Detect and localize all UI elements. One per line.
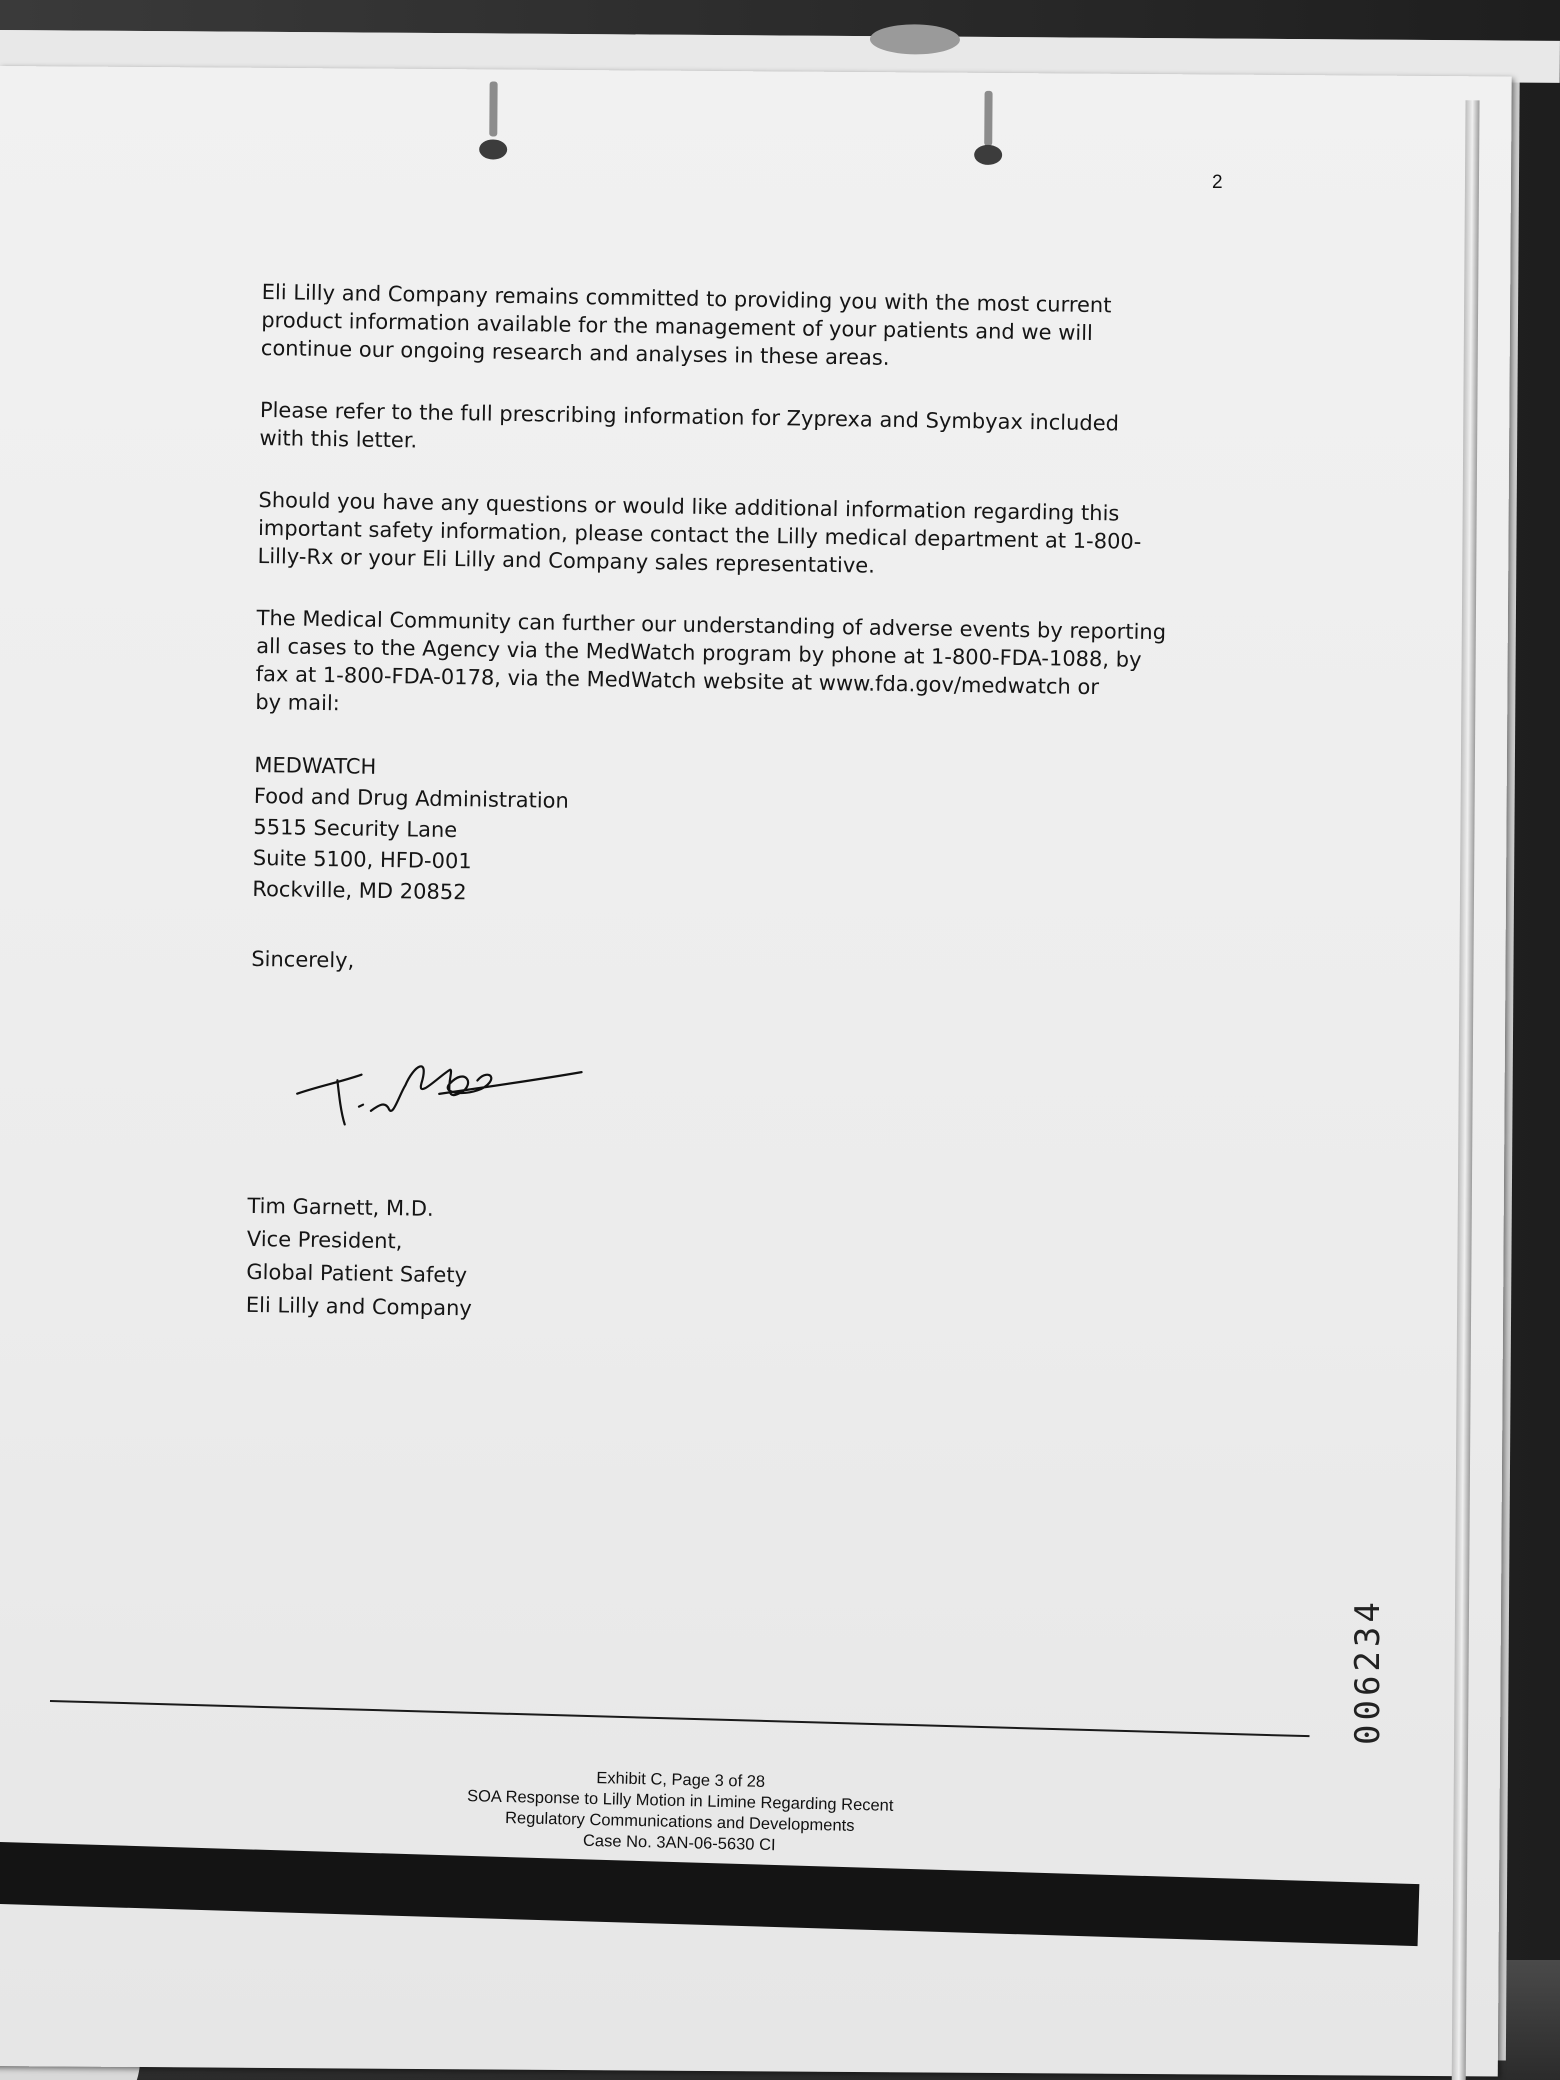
exhibit-line: SOA Response to Lilly Motion in Limine Regarding Recent xyxy=(466,1787,894,1815)
handwritten-signature xyxy=(288,1034,590,1149)
paragraph-questions: Should you have any questions or would like additional information regarding this important safety information, please contact the Lilly medical department at 1-800- Lilly-Rx or your Eli Lilly and Company sales representative. xyxy=(257,487,1142,578)
exhibit-line: Regulatory Communications and Developments xyxy=(504,1809,855,1835)
mailing-address xyxy=(252,750,1214,920)
binder-hole-left xyxy=(479,139,507,159)
page-number: 2 xyxy=(1212,172,1223,193)
exhibit-line: Exhibit C, Page 3 of 28 xyxy=(596,1769,766,1791)
address-line: MEDWATCH xyxy=(254,752,377,779)
bates-number: 006234 xyxy=(1348,1598,1388,1745)
letter-body xyxy=(246,278,1222,1337)
paragraph-prescribing-info: Please refer to the full prescribing information for Zyprexa and Symbyax included with this letter. xyxy=(259,397,1120,453)
binder-ring-left xyxy=(489,81,497,136)
paragraph-medwatch: The Medical Community can further our understanding of adverse events by reporting all cases to the Agency via the MedWatch program by phone at 1-800-FDA-1088, by fax at 1-800-FDA-0178, via the MedWatch website at www.fda.gov/medwatch or by mail: xyxy=(255,605,1167,716)
address-line: 5515 Security Lane xyxy=(253,814,458,843)
exhibit-line: Case No. 3AN-06-5630 CI xyxy=(582,1831,776,1855)
paragraph-commitment: Eli Lilly and Company remains committed to providing you with the most current product information available for the management of your patients and we will continue our ongoing research and analyses in these areas. xyxy=(260,279,1112,370)
exhibit-stamp xyxy=(419,1764,941,1860)
address-line: Suite 5100, HFD-001 xyxy=(252,845,472,874)
closing: Sincerely, xyxy=(251,946,355,973)
signer-department: Global Patient Safety xyxy=(246,1259,468,1288)
binder-clip xyxy=(870,24,960,55)
signer-title: Vice President, xyxy=(246,1226,403,1254)
signer-company: Eli Lilly and Company xyxy=(245,1292,473,1321)
signer-block xyxy=(246,1190,1208,1337)
address-line: Rockville, MD 20852 xyxy=(252,876,467,905)
binder-hole-right xyxy=(974,145,1002,165)
binder-ring-right xyxy=(984,91,992,146)
signer-name: Tim Garnett, M.D. xyxy=(247,1193,434,1221)
address-line: Food and Drug Administration xyxy=(253,783,570,813)
